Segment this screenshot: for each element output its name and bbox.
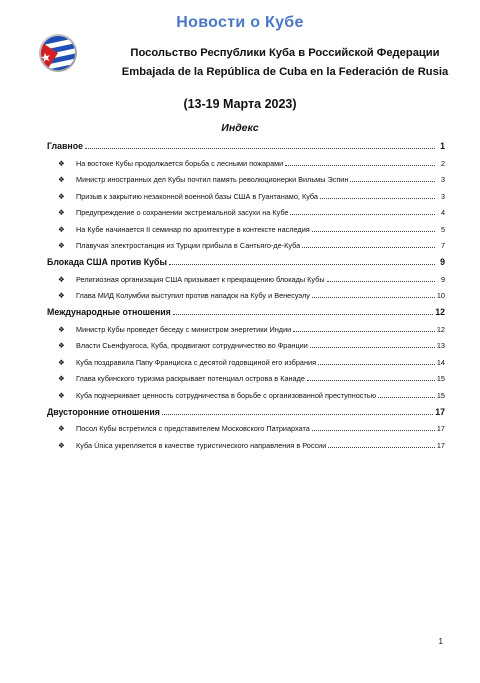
section-title: Международные отношения	[47, 307, 171, 317]
entry-title: На востоке Кубы продолжается борьба с лесными пожарами	[76, 158, 284, 168]
section-title: Блокада США против Кубы	[47, 257, 167, 267]
leader-dots	[169, 264, 435, 265]
entry-title: Власти Сьенфуэгоса, Куба, продвигают сотрудничество во Франции	[76, 341, 308, 350]
toc-entry[interactable]	[47, 334, 445, 351]
toc-entry[interactable]	[47, 151, 445, 168]
section-page-number: 1	[440, 141, 445, 151]
leader-dots	[350, 181, 435, 182]
leader-dots	[290, 214, 435, 215]
toc-entry[interactable]	[47, 317, 445, 334]
leader-dots	[318, 364, 435, 365]
diamond-bullet-icon: ❖	[58, 440, 65, 450]
entry-page-number: 17	[436, 424, 445, 433]
entry-page-number: 15	[436, 390, 445, 400]
entry-title: Куба подчеркивает ценность сотрудничества в борьбе с организованной преступностью	[76, 390, 377, 400]
entry-page-number: 10	[436, 291, 445, 300]
entry-title: Предупреждение о сохранении экстремальной засухи на Кубе	[76, 208, 289, 217]
entry-title: Куба поздравила Папу Франциска с десятой годовщиной его избрания	[76, 357, 317, 367]
entry-page-number: 2	[440, 158, 445, 168]
entry-title: Куба Única укрепляется в качестве туристического направления в России	[76, 440, 327, 450]
newsletter-title: Новости о Кубе	[176, 14, 304, 31]
entry-title: Религиозная организация США призывает к прекращению блокады Кубы	[76, 274, 325, 284]
diamond-bullet-icon: ❖	[58, 291, 65, 300]
entry-page-number: 17	[436, 440, 445, 450]
entry-title: Призыв к закрытию незаконной военной базы США в Гуантанамо, Куба	[76, 191, 318, 201]
diamond-bullet-icon: ❖	[58, 374, 65, 383]
date-range: (13-19 Марта 2023)	[183, 97, 297, 111]
leader-dots	[378, 397, 435, 398]
diamond-bullet-icon: ❖	[58, 224, 65, 234]
toc-entry[interactable]	[47, 201, 445, 218]
entry-title: Глава МИД Колумбии выступил против нападок на Кубу и Венесуэлу	[76, 291, 310, 300]
leader-dots	[312, 430, 435, 431]
section-title: Главное	[47, 141, 84, 151]
leader-dots	[173, 314, 433, 315]
toc-entry[interactable]	[47, 184, 445, 201]
diamond-bullet-icon: ❖	[58, 175, 65, 184]
cuba-flag-emblem-icon	[38, 33, 78, 73]
leader-dots	[312, 297, 435, 298]
toc-entry[interactable]	[47, 168, 445, 185]
toc-entry[interactable]	[47, 217, 445, 234]
leader-dots	[85, 148, 435, 149]
entry-page-number: 13	[436, 341, 445, 350]
index-heading: Индекс	[221, 122, 259, 134]
toc-entry[interactable]	[47, 383, 445, 400]
section-title: Двусторонние отношения	[47, 406, 160, 417]
embassy-name-russian: Посольство Республики Куба в Российской Федерации	[130, 47, 440, 59]
diamond-bullet-icon: ❖	[58, 424, 65, 433]
leader-dots	[162, 414, 433, 415]
toc-entry[interactable]	[47, 367, 445, 384]
diamond-bullet-icon: ❖	[58, 241, 65, 250]
entry-page-number: 7	[440, 241, 445, 250]
leader-dots	[312, 231, 435, 232]
entry-page-number: 14	[436, 357, 445, 367]
toc-section-main[interactable]	[47, 134, 445, 151]
embassy-name-spanish: Embajada de la República de Cuba en la Federación de Rusia	[121, 66, 449, 78]
toc-section-international[interactable]	[47, 300, 445, 317]
toc-entry[interactable]	[47, 284, 445, 301]
toc-entry[interactable]	[47, 234, 445, 251]
entry-title: Министр Кубы проведет беседу с министром энергетики Индии	[76, 324, 292, 334]
toc-entry[interactable]	[47, 417, 445, 434]
toc-entry[interactable]	[47, 267, 445, 284]
section-page-number: 17	[435, 406, 445, 417]
entry-page-number: 5	[440, 224, 445, 234]
entry-page-number: 4	[440, 208, 445, 217]
leader-dots	[310, 347, 435, 348]
diamond-bullet-icon: ❖	[58, 158, 65, 168]
toc-section-blockade[interactable]	[47, 250, 445, 267]
leader-dots	[328, 447, 435, 448]
leader-dots	[302, 247, 435, 248]
entry-title: Посол Кубы встретился с представителем Московского Патриархата	[76, 424, 310, 433]
section-page-number: 9	[440, 257, 445, 267]
toc-entry[interactable]	[47, 433, 445, 450]
entry-page-number: 3	[440, 175, 445, 184]
entry-page-number: 3	[440, 191, 445, 201]
table-of-contents	[47, 134, 445, 450]
toc-entry[interactable]	[47, 350, 445, 367]
diamond-bullet-icon: ❖	[58, 341, 65, 350]
leader-dots	[320, 198, 435, 199]
diamond-bullet-icon: ❖	[58, 324, 65, 334]
leader-dots	[307, 380, 435, 381]
entry-title: Министр иностранных дел Кубы почтил память революционерки Вильмы Эспин	[76, 175, 349, 184]
entry-title: Глава кубинского туризма раскрывает потенциал острова в Канаде	[76, 374, 305, 383]
leader-dots	[285, 165, 435, 166]
leader-dots	[327, 281, 435, 282]
entry-page-number: 9	[440, 274, 445, 284]
page-number: 1	[438, 637, 443, 646]
diamond-bullet-icon: ❖	[58, 274, 65, 284]
diamond-bullet-icon: ❖	[58, 357, 65, 367]
section-page-number: 12	[435, 307, 445, 317]
entry-title: Плавучая электростанция из Турции прибыла в Сантьяго-де-Куба	[76, 241, 301, 250]
entry-page-number: 15	[436, 374, 445, 383]
leader-dots	[293, 331, 435, 332]
entry-title: На Кубе начинается II семинар по архитектуре в контексте наследия	[76, 224, 310, 234]
diamond-bullet-icon: ❖	[58, 390, 65, 400]
diamond-bullet-icon: ❖	[58, 208, 65, 217]
toc-section-bilateral[interactable]	[47, 400, 445, 417]
entry-page-number: 12	[436, 324, 445, 334]
diamond-bullet-icon: ❖	[58, 191, 65, 201]
